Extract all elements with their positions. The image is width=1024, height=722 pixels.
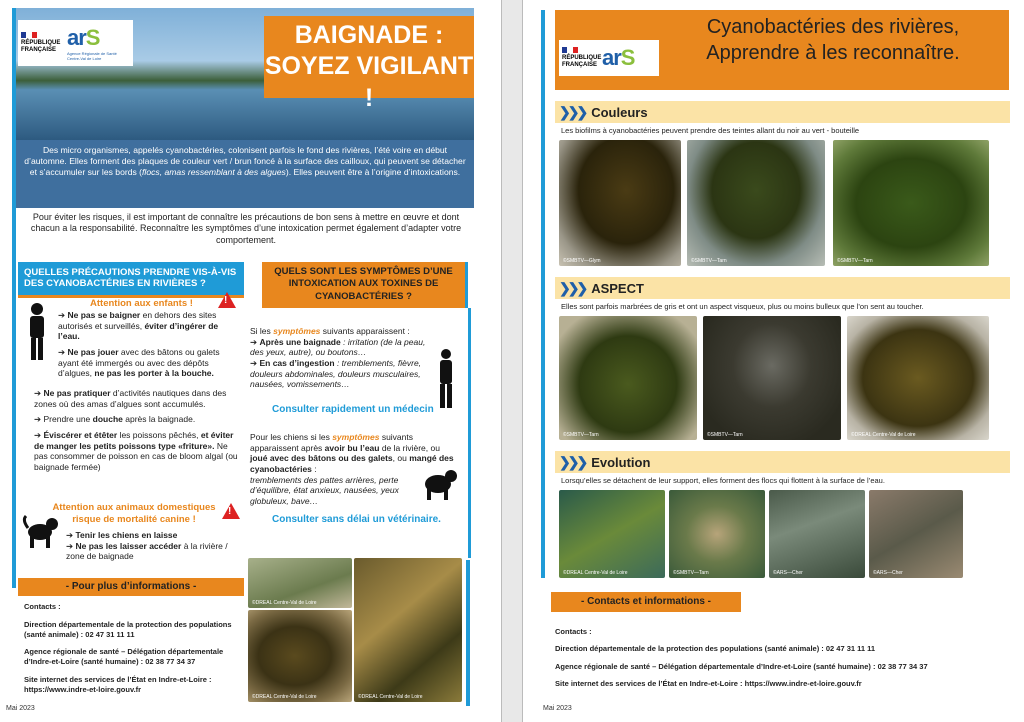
photo-couleurs-1: ©SMBTV—Glym — [559, 140, 681, 266]
photo-evolution-2: ©SMBTV—Tarn — [669, 490, 765, 578]
photo-evolution-1: ©DREAL Centre-Val de Loire — [559, 490, 665, 578]
precautions-heading: QUELLES PRÉCAUTIONS PRENDRE VIS-À-VIS DES CYANOBACTÉRIES EN RIVIÈRES ? — [18, 262, 244, 298]
logos-right — [559, 40, 659, 76]
photo-stone: ©DREAL Centre-Val de Loire — [248, 610, 352, 702]
symptoms-heading: QUELS SONT LES SYMPTÔMES D’UNE INTOXICATION AUX TOXINES DE CYANOBACTÉRIES ? — [262, 262, 468, 308]
republique-francaise-logo-right: RÉPUBLIQUE FRANÇAISE — [562, 47, 596, 68]
intro-paragraph: Des micro organismes, appelés cyanobactéries, colonisent parfois le fond des rivières, l’été voire en début d’automne. Elles forment des plaques de couleur vert / brun foncé à la surface des cailloux, qui peuvent se détacher et s’accumuler sur les bords (flocs, amas ressemblant à des algues). Elles peuvent être à l’origine d’intoxications. — [16, 140, 474, 208]
attention-animaux: Attention aux animaux domestiques risque de mortalité canine ! — [52, 502, 216, 526]
evolution-text: Lorsqu’elles se détachent de leur support, elles forment des flocs qui flottent à la surface de l’eau. — [561, 476, 885, 485]
info-heading: - Pour plus d’informations - — [18, 578, 244, 596]
aspect-text: Elles sont parfois marbrées de gris et ont un aspect visqueux, plus ou moins bulleux que l’on sent au toucher. — [561, 302, 924, 311]
precautions-list-2: ➔ Ne pas pratiquer d’activités nautiques dans des zones où des amas d’algues sont accumulés. ➔ Prendre une douche après la baignade. ➔ Éviscérer et étêter les poissons pêchés, et éviter de manger les petits poissons type «friture». Ne pas consommer de poisson en cas de bloom algal (ou baignade fermée) — [34, 388, 238, 472]
photo-evolution-4: ©ARS—Cher — [869, 490, 963, 578]
consult-doctor: Consulter rapidement un médecin — [272, 404, 434, 415]
section-evolution: ❯❯❯ Evolution — [555, 451, 1010, 473]
right-border-stripe — [541, 10, 545, 578]
right-contacts: Contacts : Direction départementale de la protection des populations (santé animale) : 02 47 31 11 11 Agence régionale de santé – Délégation départementale d’Indre-et-Loire (santé humaine) : 02 38 77 34 37 Site internet des services de l’État en Indre-et-Loire : https://www.indre-et-loire.gouv.fr — [555, 627, 928, 689]
left-page — [0, 0, 502, 722]
photo-aspect-1: ©SMBTV—Tarn — [559, 316, 697, 440]
photo-evolution-3: ©ARS—Cher — [769, 490, 865, 578]
adult-silhouette-icon — [436, 348, 456, 410]
warning-icon-2 — [222, 503, 240, 524]
human-symptoms: Si les symptômes suivants apparaissent : ➔ Après une baignade : irritation (de la peau, des yeux, autre), ou boutons… ➔ En cas d’ingestion : tremblements, fièvre, douleurs abdominales, douleurs musculaires, nausées, vomissements… — [250, 326, 426, 390]
couleurs-text: Les biofilms à cyanobactéries peuvent prendre des teintes allant du noir au vert - bouteille — [561, 126, 860, 135]
republique-francaise-logo: RÉPUBLIQUE FRANÇAISE — [21, 32, 61, 53]
dog-symptoms: Pour les chiens si les symptômes suivants apparaissent après avoir bu l’eau de la rivière, ou joué avec des bâtons ou des galets, ou mangé des cyanobactéries : tremblements des pattes arrières, perte d’équilibre, état anxieux, nausées, yeux globuleux, bave… — [250, 432, 454, 506]
symptoms-side-stripe — [468, 308, 471, 558]
ars-logo: arS Agence Régionale de Santé Centre-Val de Loire — [67, 25, 117, 61]
section-couleurs: ❯❯❯ Couleurs — [555, 101, 1010, 123]
photo-couleurs-3: ©SMBTV—Tarn — [833, 140, 989, 266]
ars-logo-right: arS — [602, 45, 635, 70]
consult-vet: Consulter sans délai un vétérinaire. — [272, 514, 441, 525]
right-title: Cyanobactéries des rivières, Apprendre à les reconnaître. — [706, 16, 960, 64]
logos — [18, 20, 133, 66]
contacts-block: Contacts : Direction départementale de la protection des populations (santé animale) : 02 47 31 11 11 Agence régionale de santé – Délégation départementale d’Indre-et-Loire (santé humaine) : 02 38 77 34 37 Site internet des services de l’État en Indre-et-Loire : https://www.indre-et-loire.gouv.fr — [24, 602, 232, 694]
date-right: Mai 2023 — [543, 705, 572, 712]
animal-precautions: ➔ Tenir les chiens en laisse ➔ Ne pas les laisser accéder à la rivière / zone de baignade — [66, 530, 228, 562]
photo-algae: ©DREAL Centre-Val de Loire — [354, 558, 462, 702]
prevention-paragraph: Pour éviter les risques, il est important de connaître les précautions de bon sens à mettre en œuvre et dont chacun a la responsabilité. Reconnaître les symptômes d’une intoxication permet également d’adapter votre comportement. — [30, 212, 462, 245]
photos-side-stripe — [466, 560, 470, 706]
dog-silhouette-icon — [22, 514, 60, 548]
dog-icon — [418, 466, 458, 502]
photo-aspect-2: ©SMBTV—Tarn — [703, 316, 841, 440]
right-page — [522, 0, 1024, 722]
photo-couleurs-2: ©SMBTV—Tarn — [687, 140, 825, 266]
contacts-heading: - Contacts et informations - — [551, 592, 741, 612]
photo-aspect-3: ©DREAL Centre-Val de Loire — [847, 316, 989, 440]
photo-riverbank: ©DREAL Centre-Val de Loire — [248, 558, 352, 608]
attention-enfants: Attention aux enfants ! — [90, 298, 193, 309]
child-silhouette-icon — [26, 302, 48, 362]
section-aspect: ❯❯❯ ASPECT — [555, 277, 1010, 299]
page-title: BAIGNADE : SOYEZ VIGILANT ! — [264, 16, 474, 98]
precautions-list: ➔ Ne pas se baigner en dehors des sites autorisés et surveillés, éviter d’ingérer de l’eau. ➔ Ne pas jouer avec des bâtons ou galets ayant été immergés ou avec des dépôts d’algues, ne pas les porter à la bouche. — [58, 310, 220, 379]
date-left: Mai 2023 — [6, 705, 35, 712]
